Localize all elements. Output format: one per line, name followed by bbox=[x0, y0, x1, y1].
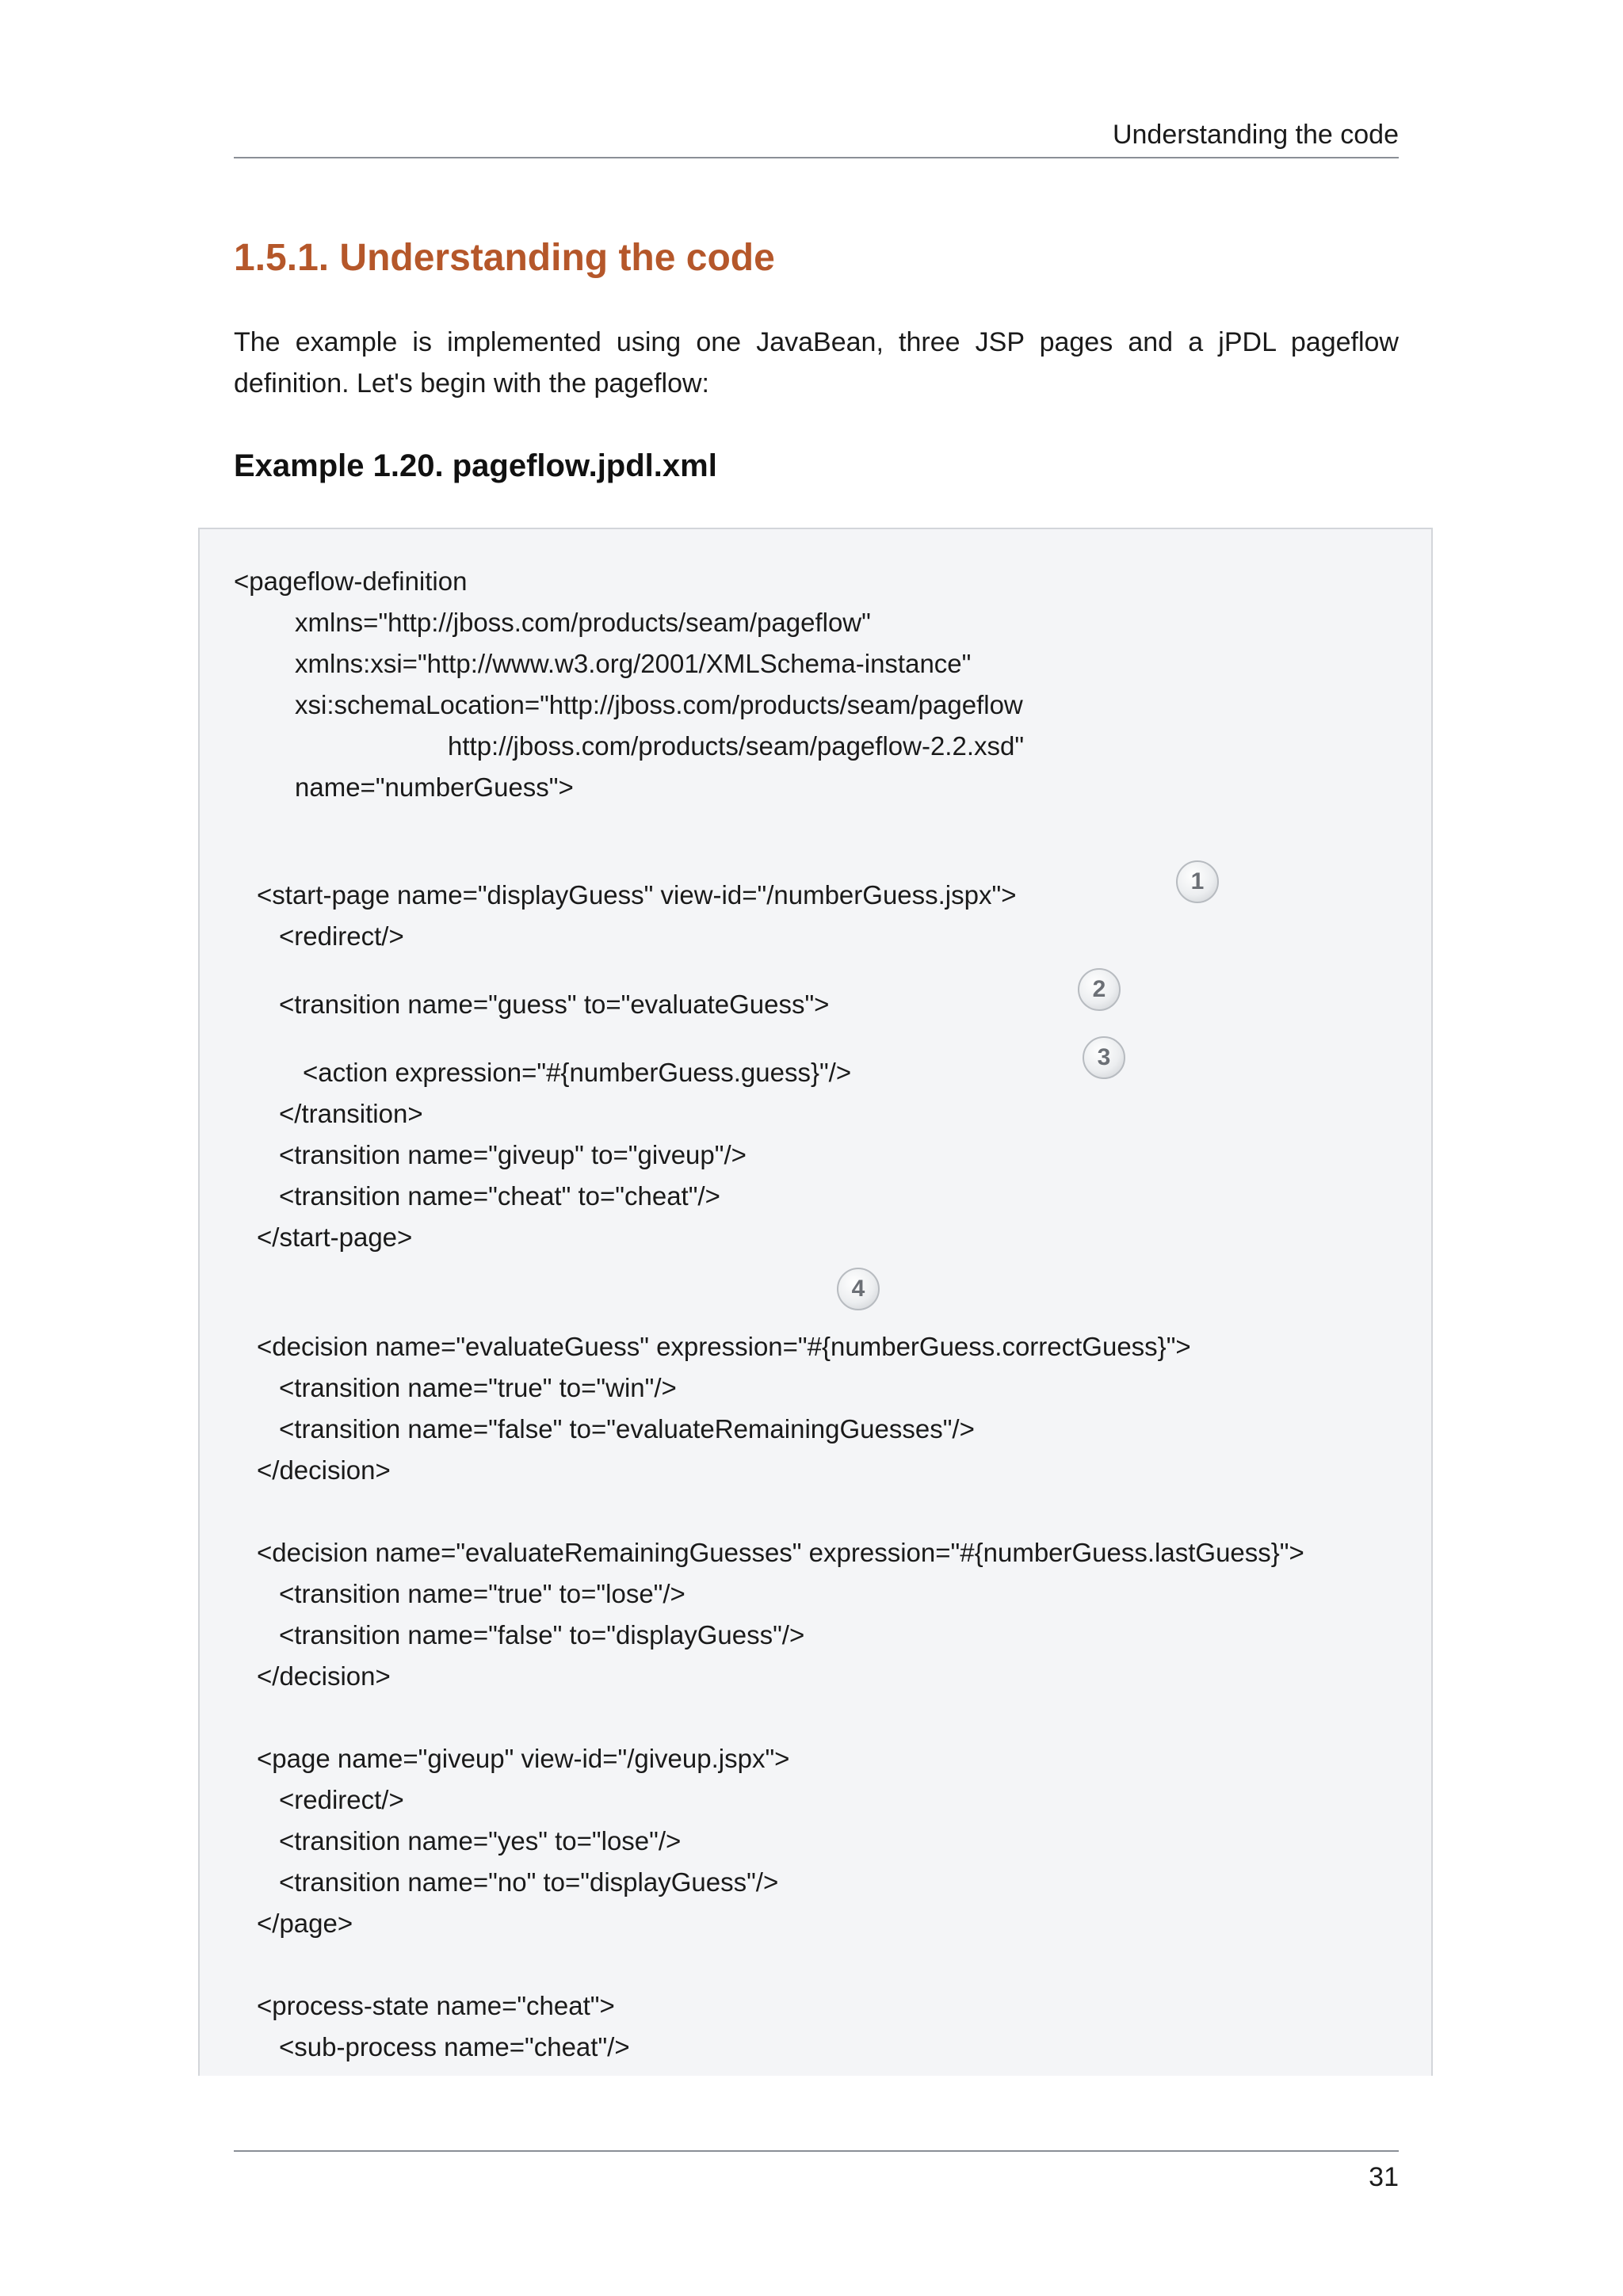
code-line: </page> bbox=[257, 1909, 353, 1938]
code-line: <process-state name="cheat"> bbox=[257, 1991, 615, 2020]
callout-3-icon[interactable]: 3 bbox=[1083, 1036, 1125, 1079]
code-line: <transition name="cheat" to="cheat"/> bbox=[279, 1181, 720, 1211]
code-line: <transition name="true" to="lose"/> bbox=[279, 1579, 685, 1608]
code-line: <transition name="giveup" to="giveup"/> bbox=[279, 1140, 747, 1169]
code-line: <pageflow-definition bbox=[234, 566, 468, 596]
callout-1-icon[interactable]: 1 bbox=[1176, 860, 1219, 903]
code-line: xmlns:xsi="http://www.w3.org/2001/XMLSchema-instance" bbox=[295, 649, 972, 678]
code-line: <redirect/> bbox=[279, 921, 404, 951]
code-line: <start-page name="displayGuess" view-id="/numberGuess.jspx"> bbox=[257, 880, 1017, 910]
code-line: <redirect/> bbox=[279, 1785, 404, 1814]
callout-2-icon[interactable]: 2 bbox=[1078, 968, 1121, 1011]
code-line: </decision> bbox=[257, 1661, 391, 1691]
running-header-title: Understanding the code bbox=[1112, 120, 1399, 150]
page-number: 31 bbox=[1369, 2162, 1399, 2192]
code-line: <page name="giveup" view-id="/giveup.jspx"> bbox=[257, 1744, 790, 1773]
code-line: <transition name="false" to="displayGuess"/> bbox=[279, 1620, 805, 1650]
code-line: http://jboss.com/products/seam/pageflow-2.2.xsd" bbox=[448, 731, 1025, 761]
code-line: <transition name="no" to="displayGuess"/> bbox=[279, 1867, 779, 1897]
code-line: <sub-process name="cheat"/> bbox=[279, 2032, 630, 2061]
code-line: xsi:schemaLocation="http://jboss.com/products/seam/pageflow bbox=[295, 690, 1023, 719]
code-line: <transition name="false" to="evaluateRemainingGuesses"/> bbox=[279, 1414, 975, 1444]
code-line: <decision name="evaluateGuess" expression="#{numberGuess.correctGuess}"> bbox=[257, 1332, 1191, 1361]
running-footer bbox=[234, 2150, 1399, 2192]
code-line: <decision name="evaluateRemainingGuesses" expression="#{numberGuess.lastGuess}"> bbox=[257, 1538, 1304, 1567]
code-line: <action expression="#{numberGuess.guess}"/> bbox=[303, 1058, 852, 1087]
callout-4-icon[interactable]: 4 bbox=[837, 1268, 880, 1310]
code-line: <transition name="true" to="win"/> bbox=[279, 1373, 677, 1402]
example-title: Example 1.20. pageflow.jpdl.xml bbox=[234, 448, 717, 483]
code-listing bbox=[198, 528, 1433, 2076]
running-header bbox=[234, 117, 1399, 158]
code-line: name="numberGuess"> bbox=[295, 772, 574, 802]
code-line: <transition name="yes" to="lose"/> bbox=[279, 1826, 682, 1855]
code-line: </start-page> bbox=[257, 1222, 413, 1252]
intro-paragraph: The example is implemented using one JavaBean, three JSP pages and a jPDL pageflow definition. Let's begin with the pageflow: bbox=[234, 327, 1399, 399]
code-line: <transition name="guess" to="evaluateGuess"> bbox=[279, 990, 830, 1019]
code-line: xmlns="http://jboss.com/products/seam/pageflow" bbox=[295, 608, 871, 637]
section-title: 1.5.1. Understanding the code bbox=[234, 237, 775, 279]
code-line: </transition> bbox=[279, 1099, 423, 1128]
code-line: </decision> bbox=[257, 1455, 391, 1485]
